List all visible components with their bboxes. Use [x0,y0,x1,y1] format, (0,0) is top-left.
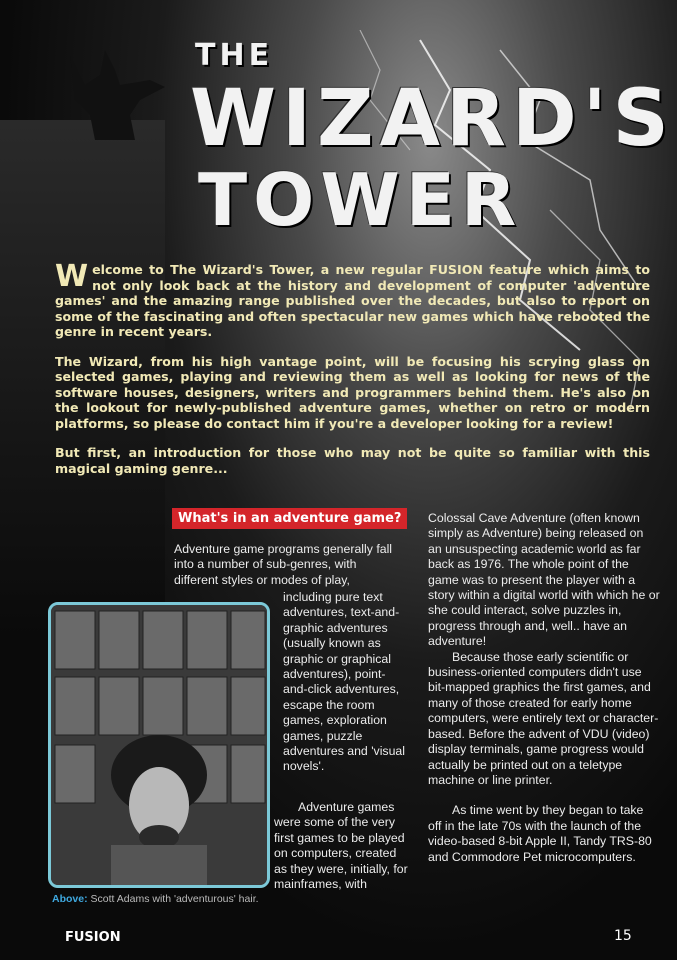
intro-text [55,259,650,490]
title-line-1: THE [195,38,274,73]
drop-cap: W [55,259,89,294]
scott-adams-photo [48,602,270,888]
magazine-name: FUSION [65,930,121,945]
column2-paragraph-2: Because those early scientific or business-oriented computers didn't use bit-mapped graphics the first games, and many of those created for early home computers, were entirely text or character-based. Before the advent of VDU (video) display terminals, game progress would actually be printed out on a teletype machine or line printer. [428,649,659,787]
caption-text: Scott Adams with 'adventurous' hair. [90,893,259,905]
intro-paragraph-3: But first, an introduction for those who may not be quite so familiar with this magical gaming genre... [55,445,650,476]
page-title [190,38,675,242]
column2-paragraph-3: As time went by they began to take off in the late 70s with the launch of the video-based 8-bit Apple II, Tandy TRS-80 and Commodore Pet microcomputers. [428,803,652,864]
column1-middle-text: including pure text adventures, text-and-graphic adventures (usually known as graphic or graphical adventures), point-and-click adventures, escape the room games, exploration games, puzzle adventures and 'visual novels'. [283,590,405,774]
wizard-silhouette-image [60,45,170,140]
column1-top-text: Adventure game programs generally fall into a number of sub-genres, with different styles or modes of play, [174,542,393,587]
intro-paragraph-1: Welcome to The Wizard's Tower, a new regular FUSION feature which aims to not only look back at the history and development of computer 'adventure games' and the amazing range published over the decades, but also to report on some of the fascinating and often spectacular new games which have rebooted the genre in recent years. [55,259,650,339]
section-heading: What's in an adventure game? [172,508,407,529]
caption-label: Above: [52,893,88,905]
intro-paragraph-2: The Wizard, from his high vantage point, will be focusing his scrying glass on selected games, playing and reviewing them as well as looking for news of the software houses, designers, writers and programmers behind them. He's also on the lookout for newly-published adventure games, whether on retro or modern platforms, so please do contact him if you're a developer looking for a review! [55,353,650,431]
column2-text [428,511,660,865]
page-number: 15 [614,928,632,944]
photo-caption [52,893,259,905]
title-line-2: WIZARD'S [190,74,675,164]
column2-paragraph-1: Colossal Cave Adventure (often known simply as Adventure) being released on an unsuspecting academic world as far back as 1976. The whole point of the game was to present the player with a story within a digital world with which he or she could interact, solve puzzles in, progress through and, well.. have an adventure! [428,511,660,649]
title-line-3: TOWER [198,158,523,242]
column1-bottom-text: Adventure games were some of the very first games to be played on computers, created as they were, initially, for mainframes, with [274,800,408,892]
photo-image [51,605,267,885]
